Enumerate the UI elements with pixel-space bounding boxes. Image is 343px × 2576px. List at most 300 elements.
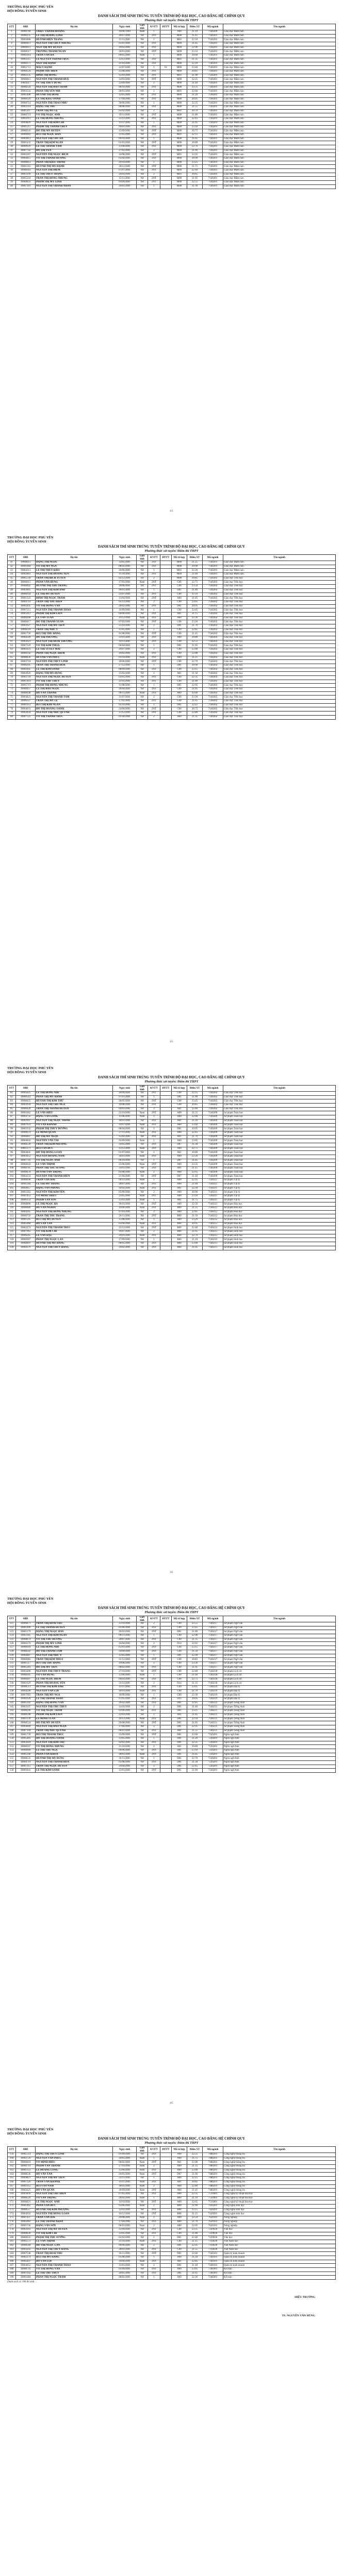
- cell-full-name: NGUYỄN THỊ NHƯ Ý: [36, 1654, 113, 1658]
- cell-major-code: 7140202: [203, 700, 223, 704]
- column-header-full-name: Họ tên: [36, 1086, 113, 1092]
- table-row: [8, 1693, 336, 1698]
- cell-full-name: VÕ MINH HIẾU: [36, 2161, 113, 2165]
- cell-priority-area: 2NT: [148, 1167, 160, 1171]
- cell-sbd: 39005432: [16, 141, 36, 145]
- cell-priority-object: [160, 30, 172, 35]
- cell-subject-group: A00: [172, 2157, 187, 2161]
- cell-major-name: Giáo dục Mầm non: [223, 117, 336, 122]
- cell-birth-date: 17/09/2001: [113, 1238, 137, 1242]
- cell-sbd: 39005403: [16, 1737, 36, 1741]
- cell-priority-area: 2: [148, 1705, 160, 1709]
- cell-score: 22.15: [187, 133, 203, 137]
- cell-full-name: LÊ VĂN THỊNH: [36, 2240, 113, 2244]
- cell-major-code: 7220201: [203, 1745, 223, 1749]
- cell-priority-area: 2NT: [148, 581, 160, 585]
- cell-sbd: 39007852: [16, 1194, 36, 1198]
- cell-full-name: TRẦN THỊ HOÀI THU: [36, 2252, 113, 2256]
- cell-sbd: 39005847: [16, 2260, 36, 2264]
- cell-major-code: 7140201: [203, 117, 223, 122]
- cell-major-name: Giáo dục Tiểu học: [223, 1092, 336, 1096]
- cell-major-code: 7140201: [203, 173, 223, 177]
- cell-sbd: 39006154: [16, 1198, 36, 1202]
- cell-subject-group: A00: [172, 1155, 187, 1159]
- cell-stt: 167: [8, 2184, 16, 2189]
- cell-priority-object: [160, 42, 172, 46]
- cell-major-name: Sư phạm Sinh học: [223, 1242, 336, 1246]
- cell-major-name: Nông nghiệp: [223, 2224, 336, 2228]
- cell-subject-group: D01: [172, 2264, 187, 2268]
- cell-major-code: 7140202: [203, 1095, 223, 1099]
- cell-score: 20.95: [187, 604, 203, 608]
- cell-birth-date: 05/04/2001: [113, 157, 137, 161]
- cell-score: 22.30: [187, 616, 203, 620]
- cell-priority-area: 1: [148, 1673, 160, 1677]
- cell-major-code: 7310630: [203, 2244, 223, 2248]
- cell-priority-object: [160, 1686, 172, 1690]
- cell-subject-group: M00: [172, 165, 187, 169]
- cell-birth-date: 08/08/2001: [113, 106, 137, 110]
- cell-priority-object: [160, 1729, 172, 1733]
- cell-subject-group: D01: [172, 1701, 187, 1705]
- cell-major-name: Giáo dục Mầm non: [223, 177, 336, 181]
- cell-stt: 168: [8, 2189, 16, 2193]
- cell-full-name: VÕ THỊ MỸ NGA: [36, 565, 113, 569]
- cell-major-code: 7140201: [203, 58, 223, 62]
- cell-score: 21.55: [187, 1111, 203, 1115]
- cell-score: 23.50: [187, 585, 203, 589]
- cell-major-code: 7140217: [203, 1634, 223, 1638]
- cell-major-code: 7220201: [203, 1757, 223, 1761]
- cell-stt: 16: [8, 90, 16, 94]
- document-title: DANH SÁCH THÍ SINH TRÚNG TUYỂN TRÌNH ĐỘ ĐẠI HỌC, CAO ĐẲNG HỆ CHÍNH QUY: [98, 545, 245, 549]
- cell-full-name: NGUYỄN THỊ THU HÀ: [36, 137, 113, 141]
- cell-gender: Nữ: [137, 1650, 148, 1654]
- cell-sbd: 39000833: [16, 181, 36, 185]
- column-header-stt: STT: [8, 555, 16, 561]
- cell-stt: 38: [8, 177, 16, 181]
- cell-major-name: Giáo dục Mầm non: [223, 149, 336, 153]
- cell-sbd: 39007215: [16, 1765, 36, 1769]
- column-header-full-name: Họ tên: [36, 1616, 113, 1622]
- cell-priority-object: [160, 2224, 172, 2228]
- cell-priority-area: 1: [148, 2157, 160, 2161]
- cell-birth-date: 01/06/2001: [113, 1626, 137, 1630]
- admission-table: [7, 1616, 336, 1773]
- cell-birth-date: 26/04/2001: [113, 688, 137, 692]
- cell-full-name: NGUYỄN THỊ KIM THƯ: [36, 1741, 113, 1745]
- cell-subject-group: C00: [172, 1092, 187, 1096]
- cell-major-name: Quản trị kinh doanh: [223, 2264, 336, 2268]
- cell-full-name: LÊ VĂN HẬU: [36, 1234, 113, 1238]
- cell-sbd: 39000561: [16, 1095, 36, 1099]
- cell-major-name: Sư phạm Ngữ văn: [223, 1654, 336, 1658]
- cell-sbd: 39008341: [16, 129, 36, 133]
- cell-stt: 92: [8, 1135, 16, 1139]
- cell-full-name: TRẦN THỊ HOÀI THU: [36, 1622, 113, 1626]
- cell-full-name: NGUYỄN THỊ THANH TRÚC: [36, 1226, 113, 1230]
- cell-stt: 85: [8, 1107, 16, 1111]
- cell-full-name: VÕ THỊ KIM CHI: [36, 1230, 113, 1234]
- table-row: [8, 703, 336, 707]
- cell-priority-area: 2NT: [148, 688, 160, 692]
- cell-score: 22.65: [187, 1642, 203, 1646]
- cell-full-name: TRẦN THỊ THANH HÒA: [36, 664, 113, 668]
- cell-score: 22.45: [187, 117, 203, 122]
- cell-major-name: Giáo dục Mầm non: [223, 145, 336, 149]
- cell-subject-group: D01: [172, 1709, 187, 1714]
- page-number: 1/5: [170, 510, 173, 513]
- cell-stt: 23: [8, 117, 16, 122]
- cell-sbd: 39001951: [16, 703, 36, 707]
- table-row: [8, 149, 336, 153]
- cell-priority-area: 2: [148, 1230, 160, 1234]
- cell-stt: 101: [8, 1171, 16, 1175]
- cell-sbd: 39001952: [16, 2184, 36, 2189]
- cell-score: 21.15: [187, 1167, 203, 1171]
- cell-full-name: NGUYỄN THỊ BẢO NGỌC: [36, 1725, 113, 1729]
- cell-score: 21.40: [187, 588, 203, 592]
- cell-sbd: 39006003: [16, 133, 36, 137]
- cell-stt: 114: [8, 1222, 16, 1226]
- cell-priority-area: 2NT: [148, 1753, 160, 1757]
- table-row: [8, 573, 336, 577]
- cell-stt: 158: [8, 1769, 16, 1773]
- cell-gender: Nữ: [137, 696, 148, 700]
- cell-score: 20.70: [187, 109, 203, 113]
- cell-stt: 77: [8, 703, 16, 707]
- cell-sbd: 39001029: [16, 1682, 36, 1686]
- cell-score: 20.90: [187, 157, 203, 161]
- column-header-subject-group: Mã tổ hợp: [172, 24, 187, 30]
- cell-priority-object: [160, 1242, 172, 1246]
- cell-priority-object: [160, 1705, 172, 1709]
- cell-sbd: 39004631: [16, 707, 36, 711]
- cell-priority-object: [160, 640, 172, 644]
- cell-stt: 21: [8, 109, 16, 113]
- cell-stt: 163: [8, 2168, 16, 2173]
- cell-subject-group: C00: [172, 2248, 187, 2252]
- cell-priority-area: 1: [148, 1095, 160, 1099]
- cell-birth-date: 16/11/2001: [113, 1757, 137, 1761]
- cell-score: 21.65: [187, 2272, 203, 2276]
- cell-priority-object: [160, 1638, 172, 1642]
- table-row: [8, 74, 336, 78]
- cell-priority-object: [160, 81, 172, 86]
- cell-priority-object: [160, 2240, 172, 2244]
- cell-priority-object: [160, 46, 172, 50]
- cell-major-name: Sư phạm Ngữ văn: [223, 1630, 336, 1634]
- cell-full-name: LÊ THỊ BẢO NGỌC: [36, 688, 113, 692]
- cell-subject-group: M00: [172, 113, 187, 117]
- cell-gender: Nữ: [137, 577, 148, 581]
- table-row: [8, 620, 336, 624]
- cell-priority-area: 2NT: [148, 2220, 160, 2224]
- cell-stt: 26: [8, 129, 16, 133]
- cell-stt: 25: [8, 125, 16, 129]
- cell-gender: Nữ: [137, 81, 148, 86]
- cell-major-name: Sư phạm Toán học: [223, 1135, 336, 1139]
- cell-sbd: 39004710: [16, 1761, 36, 1765]
- cell-major-name: Văn học: [223, 2236, 336, 2240]
- cell-major-name: Sư phạm Toán học: [223, 1143, 336, 1147]
- cell-priority-area: 2NT: [148, 1638, 160, 1642]
- cell-score: 21.35: [187, 715, 203, 719]
- cell-birth-date: 08/04/2001: [113, 1127, 137, 1131]
- cell-subject-group: C00: [172, 581, 187, 585]
- cell-priority-object: [160, 2153, 172, 2157]
- column-header-stt: STT: [8, 1616, 16, 1622]
- cell-major-code: 7480201: [203, 2173, 223, 2177]
- cell-priority-object: [160, 1123, 172, 1127]
- cell-major-name: Sư phạm Ngữ văn: [223, 1634, 336, 1638]
- cell-full-name: BÙI THỊ KIM NGÂN: [36, 703, 113, 707]
- cell-subject-group: B00: [172, 1246, 187, 1250]
- cell-gender: Nữ: [137, 38, 148, 42]
- cell-stt: 134: [8, 1673, 16, 1677]
- cell-priority-object: [160, 573, 172, 577]
- cell-subject-group: B00: [172, 1222, 187, 1226]
- cell-major-name: Giáo dục Mầm non: [223, 569, 336, 573]
- cell-sbd: 39006648: [16, 1179, 36, 1183]
- cell-subject-group: A00: [172, 597, 187, 601]
- table-row: [8, 585, 336, 589]
- table-row: [8, 628, 336, 632]
- cell-subject-group: M00: [172, 66, 187, 70]
- cell-score: 21.40: [187, 149, 203, 153]
- cell-priority-object: [160, 1198, 172, 1202]
- cell-priority-object: [160, 656, 172, 660]
- cell-priority-area: 2NT: [148, 711, 160, 716]
- cell-subject-group: C00: [172, 1646, 187, 1650]
- cell-birth-date: 15/01/2001: [113, 74, 137, 78]
- table-row: [8, 600, 336, 604]
- cell-major-name: Công nghệ thông tin: [223, 2165, 336, 2169]
- cell-major-code: 7140202: [203, 660, 223, 664]
- cell-stt: 179: [8, 2232, 16, 2236]
- cell-subject-group: A00: [172, 1210, 187, 1214]
- cell-priority-area: 2NT: [148, 561, 160, 565]
- org-council: HỘI ĐỒNG TUYỂN SINH: [7, 1601, 46, 1605]
- cell-gender: Nữ: [137, 34, 148, 38]
- cell-major-code: 7480201: [203, 2189, 223, 2193]
- table-body: [8, 1092, 336, 1250]
- cell-stt: 104: [8, 1182, 16, 1187]
- cell-priority-object: [160, 2208, 172, 2212]
- cell-subject-group: A00: [172, 2177, 187, 2181]
- cell-stt: 59: [8, 632, 16, 636]
- cell-major-code: 7620101: [203, 2220, 223, 2224]
- cell-priority-object: [160, 1682, 172, 1686]
- cell-birth-date: 28/01/2001: [113, 90, 137, 94]
- cell-major-code: 7140201: [203, 34, 223, 38]
- cell-sbd: 39004598: [16, 1689, 36, 1693]
- org-name: TRƯỜNG ĐẠI HỌC PHÚ YÊN: [7, 536, 54, 539]
- table-row: [8, 2184, 336, 2189]
- cell-priority-area: 2NT: [148, 78, 160, 82]
- cell-subject-group: A00: [172, 1139, 187, 1143]
- cell-stt: 129: [8, 1654, 16, 1658]
- cell-priority-area: 2NT: [148, 2212, 160, 2216]
- cell-major-code: 7510401: [203, 2192, 223, 2196]
- cell-score: 23.05: [187, 1139, 203, 1143]
- table-row: [8, 696, 336, 700]
- cell-sbd: 39005631: [16, 648, 36, 652]
- cell-full-name: PHẠM THỊ THU SƯƠNG: [36, 2236, 113, 2240]
- cell-sbd: 39005179: [16, 1630, 36, 1634]
- table-row: [8, 81, 336, 86]
- cell-sbd: 39005107: [16, 109, 36, 113]
- cell-subject-group: M00: [172, 125, 187, 129]
- cell-stt: 172: [8, 2204, 16, 2208]
- cell-subject-group: A00: [172, 1194, 187, 1198]
- cell-subject-group: M00: [172, 149, 187, 153]
- cell-subject-group: A00: [172, 636, 187, 640]
- cell-stt: 14: [8, 81, 16, 86]
- cell-sbd: 39008363: [16, 169, 36, 173]
- cell-stt: 100: [8, 1167, 16, 1171]
- cell-priority-area: 2NT: [148, 181, 160, 185]
- cell-major-code: 7140202: [203, 640, 223, 644]
- cell-priority-object: [160, 149, 172, 153]
- cell-full-name: TRẦN THỊ THANH HUYỀN: [36, 1107, 113, 1111]
- cell-priority-object: [160, 2232, 172, 2236]
- table-row: [8, 675, 336, 680]
- cell-full-name: LÊ NGUYỄN THANH TRÚC: [36, 58, 113, 62]
- cell-subject-group: D07: [172, 1143, 187, 1147]
- cell-gender: Nam: [137, 1171, 148, 1175]
- cell-major-code: 7140202: [203, 620, 223, 624]
- cell-birth-date: 08/02/2001: [113, 2276, 137, 2280]
- cell-priority-object: [160, 620, 172, 624]
- cell-stt: 68: [8, 668, 16, 672]
- cell-priority-area: 2NT: [148, 34, 160, 38]
- cell-birth-date: 08/09/2001: [113, 668, 137, 672]
- cell-priority-object: [160, 1175, 172, 1179]
- admission-table: [7, 1085, 336, 1250]
- cell-priority-object: [160, 2177, 172, 2181]
- cell-gender: Nam: [137, 30, 148, 35]
- cell-score: 22.40: [187, 169, 203, 173]
- cell-sbd: 39001062: [16, 1111, 36, 1115]
- cell-priority-object: [160, 1147, 172, 1151]
- cell-gender: Nữ: [137, 1095, 148, 1099]
- cell-sbd: 39006487: [16, 1677, 36, 1682]
- cell-stt: 88: [8, 1119, 16, 1123]
- cell-full-name: TRẦN THỊ MỸ NGA: [36, 1693, 113, 1698]
- cell-sbd: 39000674: [16, 1131, 36, 1135]
- cell-sbd: 39006205: [16, 664, 36, 668]
- cell-major-name: Giáo dục Mầm non: [223, 165, 336, 169]
- cell-stt: 110: [8, 1206, 16, 1210]
- cell-stt: 182: [8, 2244, 16, 2248]
- table-row: [8, 1163, 336, 1167]
- cell-subject-group: A00: [172, 1179, 187, 1183]
- table-row: [8, 715, 336, 719]
- table-row: [8, 78, 336, 82]
- cell-gender: Nữ: [137, 117, 148, 122]
- cell-score: 21.20: [187, 2256, 203, 2260]
- cell-stt: 8: [8, 58, 16, 62]
- table-row: [8, 1682, 336, 1686]
- cell-score: 22.35: [187, 675, 203, 680]
- cell-priority-area: 2NT: [148, 2161, 160, 2165]
- table-row: [8, 592, 336, 597]
- cell-major-name: Việt Nam học: [223, 2244, 336, 2248]
- cell-birth-date: 17/04/2001: [113, 97, 137, 101]
- cell-full-name: VÕ THỊ KIM CHI: [36, 2232, 113, 2236]
- cell-birth-date: 24/04/2001: [113, 2260, 137, 2264]
- cell-major-name: Giáo dục Tiểu học: [223, 684, 336, 688]
- cell-stt: 60: [8, 636, 16, 640]
- cell-subject-group: M00: [172, 50, 187, 54]
- table-row: [8, 1630, 336, 1634]
- cell-gender: Nữ: [137, 1622, 148, 1626]
- cell-priority-area: 1: [148, 101, 160, 106]
- cell-stt: 162: [8, 2165, 16, 2169]
- cell-score: 21.10: [187, 1238, 203, 1242]
- cell-sbd: 39004154: [16, 1175, 36, 1179]
- cell-stt: 159: [8, 2153, 16, 2157]
- cell-major-code: 7140202: [203, 715, 223, 719]
- cell-major-name: Ngôn ngữ Anh: [223, 1733, 336, 1737]
- cell-full-name: NGUYỄN THỊ BẢO TRÂM: [36, 86, 113, 90]
- cell-full-name: TRẦN THỊ HỒNG NHUNG: [36, 177, 113, 181]
- cell-major-code: 7140217: [203, 1630, 223, 1634]
- cell-stt: 27: [8, 133, 16, 137]
- cell-major-name: Ngôn ngữ Anh: [223, 1745, 336, 1749]
- cell-sbd: 39001014: [16, 54, 36, 58]
- cell-birth-date: 22/03/2001: [113, 2208, 137, 2212]
- cell-major-code: 7140202: [203, 597, 223, 601]
- cell-sbd: 39003830: [16, 2192, 36, 2196]
- table-row: [8, 1705, 336, 1709]
- cell-sbd: 39003823: [16, 696, 36, 700]
- cell-birth-date: 18/01/2001: [113, 50, 137, 54]
- cell-major-code: 7140209: [203, 1111, 223, 1115]
- cell-sbd: 39001408: [16, 94, 36, 98]
- cell-major-name: Văn học: [223, 2228, 336, 2232]
- cell-stt: 185: [8, 2256, 16, 2260]
- cell-score: 21.55: [187, 2248, 203, 2252]
- cell-major-name: Sư phạm Hóa học: [223, 1206, 336, 1210]
- cell-score: 20.80: [187, 636, 203, 640]
- table-row: [8, 1179, 336, 1183]
- table-row: [8, 177, 336, 181]
- cell-major-name: Giáo dục Tiểu học: [223, 707, 336, 711]
- cell-sbd: 39005043: [16, 2248, 36, 2252]
- cell-gender: Nữ: [137, 1682, 148, 1686]
- cell-priority-object: [160, 652, 172, 656]
- cell-stt: 71: [8, 680, 16, 684]
- cell-birth-date: 14/10/2001: [113, 1705, 137, 1709]
- cell-sbd: 39008529: [16, 2196, 36, 2200]
- cell-stt: 105: [8, 1187, 16, 1191]
- cell-major-name: Sư phạm Ngữ văn: [223, 1642, 336, 1646]
- cell-priority-area: 2: [148, 81, 160, 86]
- cell-sbd: 39007522: [16, 715, 36, 719]
- cell-full-name: NGUYỄN THỊ NGỌC TRINH: [36, 1119, 113, 1123]
- cell-birth-date: 24/05/2001: [113, 1143, 137, 1147]
- cell-full-name: HỒ VĂN NGHĨA: [36, 1206, 113, 1210]
- cell-birth-date: 19/11/2001: [113, 113, 137, 117]
- cell-priority-area: 2NT: [148, 1135, 160, 1139]
- cell-priority-area: 2: [148, 2204, 160, 2208]
- cell-score: 20.95: [187, 1222, 203, 1226]
- cell-birth-date: 23/11/2001: [113, 2177, 137, 2181]
- table-row: [8, 1242, 336, 1246]
- cell-score: 21.80: [187, 1630, 203, 1634]
